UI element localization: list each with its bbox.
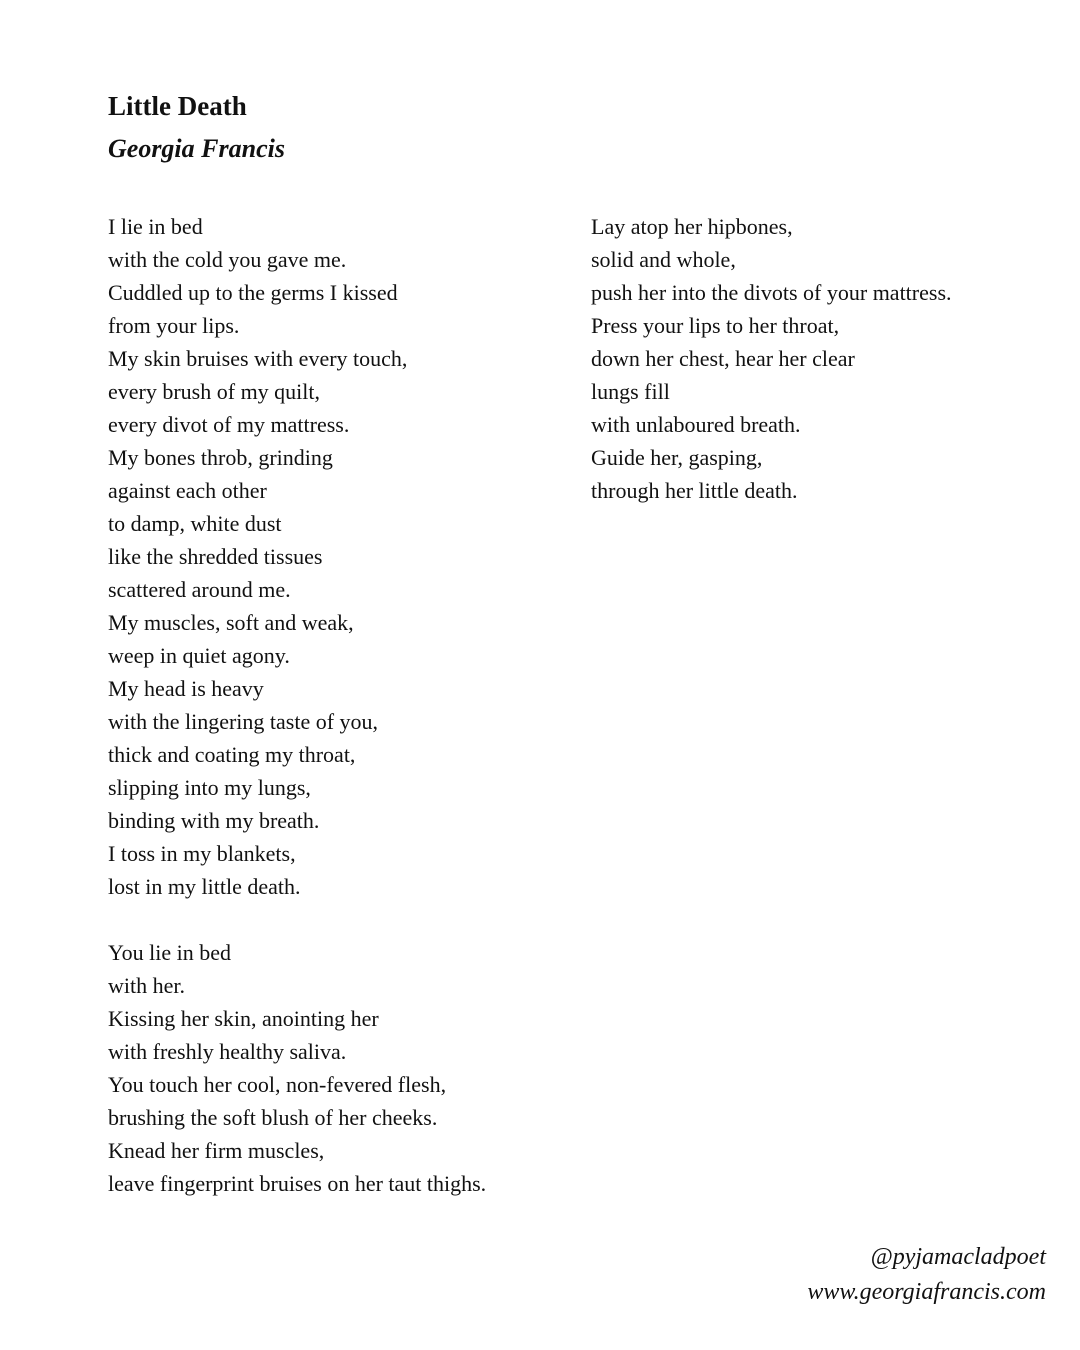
footer [807,1240,1046,1310]
poem-line: scattered around me. [108,577,291,602]
poem-line: weep in quiet agony. [108,643,290,668]
poem-line: I lie in bed [108,214,203,239]
poem-line: Press your lips to her throat, [591,313,840,338]
poem-left-column [108,210,568,1200]
poem-line: lost in my little death. [108,874,301,899]
poem-line: push her into the divots of your mattress. [591,280,952,305]
poem-line: from your lips. [108,313,240,338]
poem-line: slipping into my lungs, [108,775,311,800]
poem-line: You touch her cool, non-fevered flesh, [108,1072,447,1097]
poem-line: My muscles, soft and weak, [108,610,354,635]
poem-line: with freshly healthy saliva. [108,1039,347,1064]
poem-title: Little Death [108,91,247,121]
poem-line: Kissing her skin, anointing her [108,1006,379,1031]
poem-author: Georgia Francis [108,134,285,163]
stanza [108,936,568,1200]
poem-line: My skin bruises with every touch, [108,346,408,371]
poem-line: with the cold you gave me. [108,247,347,272]
poem-line: thick and coating my throat, [108,742,356,767]
poem-line: lungs fill [591,379,670,404]
poem-line: binding with my breath. [108,808,320,833]
stanza [108,210,568,903]
social-handle: @pyjamacladpoet [870,1244,1046,1270]
poem-line: like the shredded tissues [108,544,323,569]
poem-line: to damp, white dust [108,511,282,536]
poem-line: brushing the soft blush of her cheeks. [108,1105,438,1130]
poem-line: You lie in bed [108,940,232,965]
poem-line: every brush of my quilt, [108,379,321,404]
poem-line: down her chest, hear her clear [591,346,855,371]
poem-line: Cuddled up to the germs I kissed [108,280,398,305]
poem-line: solid and whole, [591,247,736,272]
poem-line: Guide her, gasping, [591,445,763,470]
poem-line: leave fingerprint bruises on her taut thighs. [108,1171,487,1196]
poem-line: with unlaboured breath. [591,412,801,437]
poem-line: against each other [108,478,267,503]
poem-line: with the lingering taste of you, [108,709,379,734]
poem-line: My head is heavy [108,676,264,701]
poem-line: through her little death. [591,478,798,503]
website-url: www.georgiafrancis.com [807,1279,1046,1305]
poem-line: My bones throb, grinding [108,445,333,470]
poem-line: with her. [108,973,185,998]
poem-line: Lay atop her hipbones, [591,214,793,239]
poem-line: I toss in my blankets, [108,841,296,866]
poem-line: every divot of my mattress. [108,412,350,437]
stanza [591,210,1051,507]
poem-right-column [591,210,1051,507]
poem-line: Knead her firm muscles, [108,1138,325,1163]
